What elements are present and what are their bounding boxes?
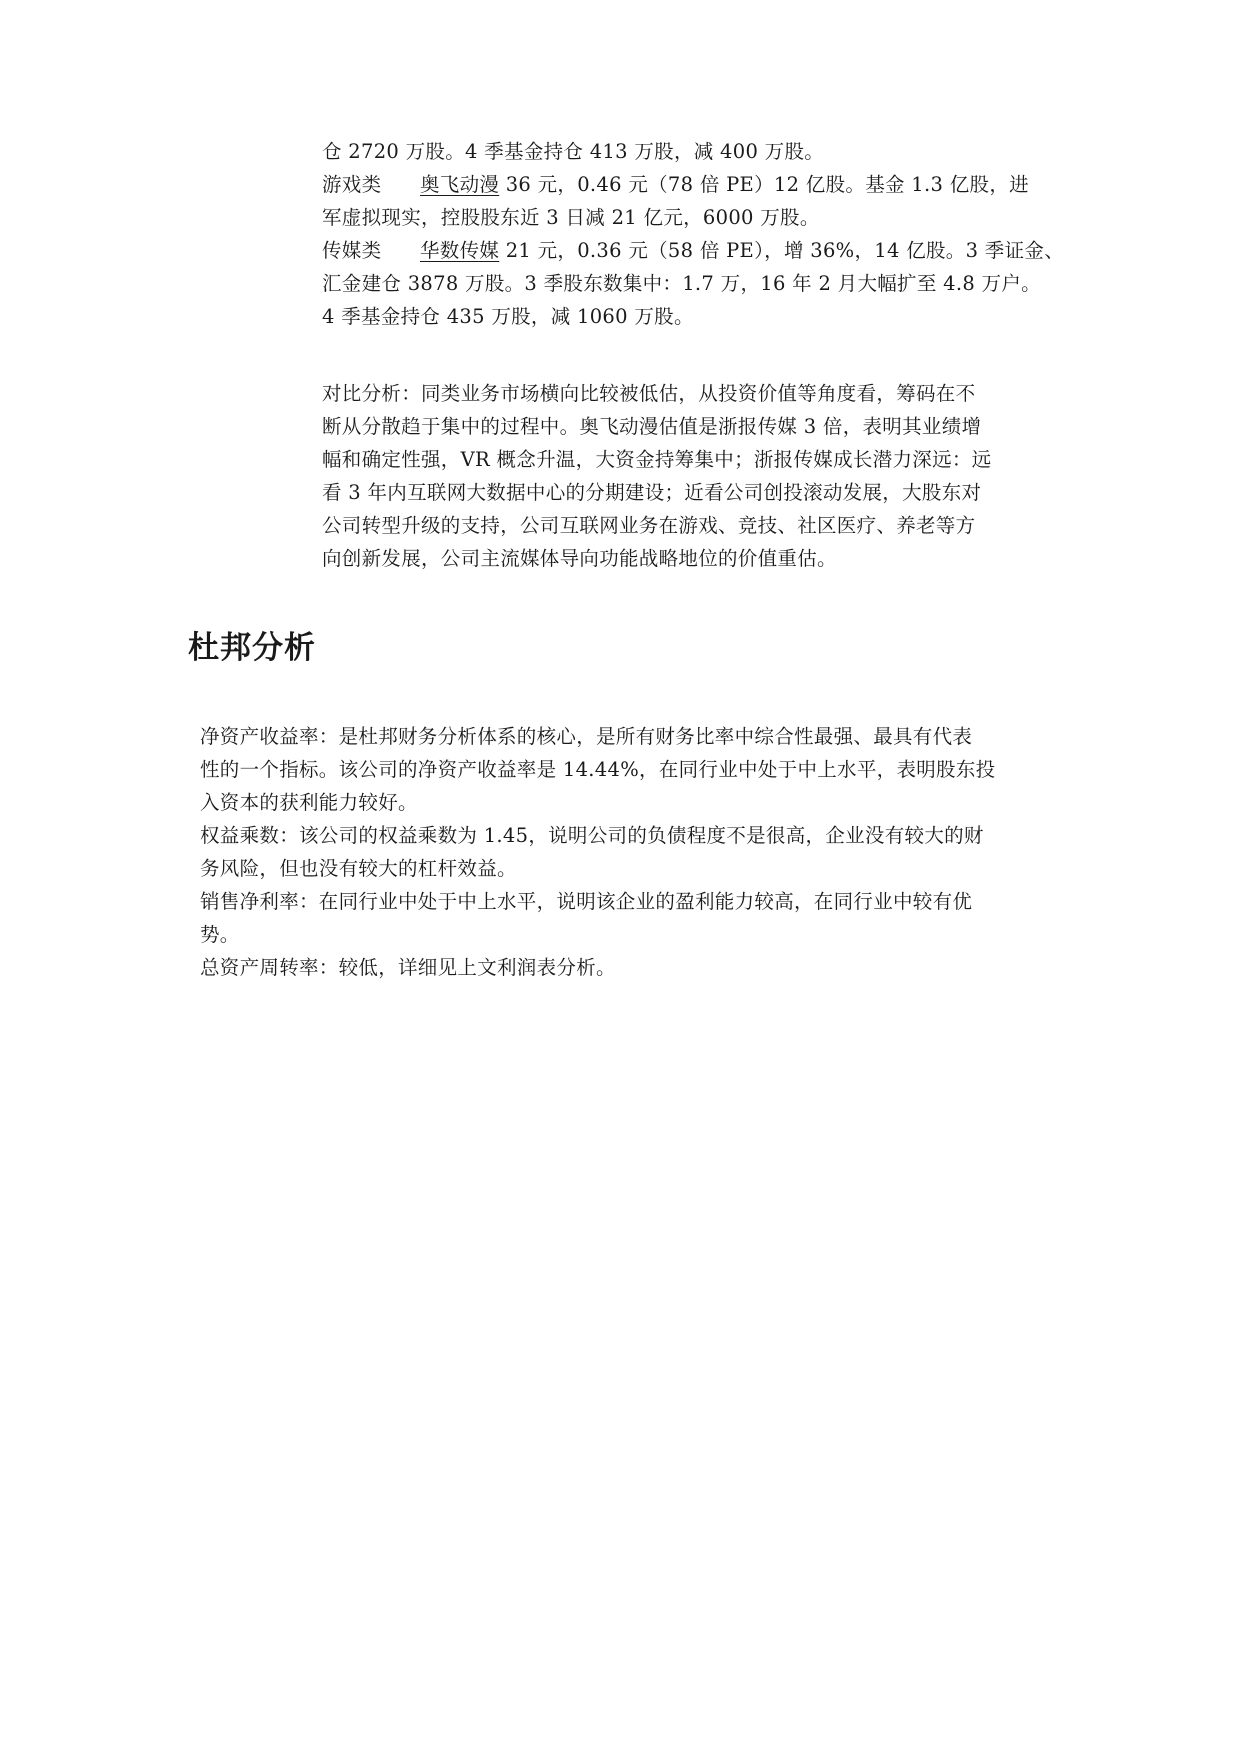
games-category-label: 游戏类 [322,173,382,196]
comparison-line: 断从分散趋于集中的过程中。奥飞动漫估值是浙报传媒 3 倍，表明其业绩增 [322,415,982,438]
media-category-label: 传媒类 [322,239,382,262]
games-entry-line-2: 军虚拟现实，控股股东近 3 日减 21 亿元，6000 万股。 [322,206,820,229]
dupont-line: 性的一个指标。该公司的净资产收益率是 14.44%，在同行业中处于中上水平，表明股东投 [200,758,996,781]
dupont-analysis-body [200,720,1100,984]
carry-over-line: 仓 2720 万股。4 季基金持仓 413 万股，减 400 万股。 [322,140,825,163]
comparison-analysis-paragraph [322,377,1082,575]
games-detail: 36 元，0.46 元（78 倍 PE）12 亿股。基金 1.3 亿股，进 [499,173,1029,196]
comparison-line: 幅和确定性强，VR 概念升温，大资金持筹集中；浙报传媒成长潜力深远：远 [322,448,992,471]
games-entry-line [322,168,1082,201]
comparison-line: 向创新发展，公司主流媒体导向功能战略地位的价值重估。 [322,547,837,570]
comparison-line: 对比分析：同类业务市场横向比较被低估，从投资价值等角度看，筹码在不 [322,382,976,405]
dupont-line: 净资产收益率：是杜邦财务分析体系的核心，是所有财务比率中综合性最强、最具有代表 [200,725,973,748]
media-detail: 21 元，0.36 元（58 倍 PE），增 36%，14 亿股。3 季证金、 [499,239,1065,262]
games-company-link[interactable]: 奥飞动漫 [420,173,500,196]
dupont-line: 务风险，但也没有较大的杠杆效益。 [200,857,517,880]
dupont-heading: 杜邦分析 [188,630,316,666]
stock-notes-section [322,135,1082,333]
comparison-line: 看 3 年内互联网大数据中心的分期建设；近看公司创投滚动发展，大股东对 [322,481,982,504]
dupont-line: 总资产周转率：较低，详细见上文利润表分析。 [200,956,616,979]
dupont-line: 销售净利率：在同行业中处于中上水平，说明该企业的盈利能力较高，在同行业中较有优 [200,890,973,913]
media-entry-line [322,234,1082,267]
media-entry-line-3: 4 季基金持仓 435 万股，减 1060 万股。 [322,305,694,328]
dupont-line: 势。 [200,923,240,946]
media-company-link[interactable]: 华数传媒 [420,239,500,262]
comparison-line: 公司转型升级的支持，公司互联网业务在游戏、竞技、社区医疗、养老等方 [322,514,976,537]
media-entry-line-2: 汇金建仓 3878 万股。3 季股东数集中：1.7 万，16 年 2 月大幅扩至 4.8 万户。 [322,272,1041,295]
dupont-line: 入资本的获利能力较好。 [200,791,418,814]
dupont-line: 权益乘数：该公司的权益乘数为 1.45，说明公司的负债程度不是很高，企业没有较大的财 [200,824,984,847]
